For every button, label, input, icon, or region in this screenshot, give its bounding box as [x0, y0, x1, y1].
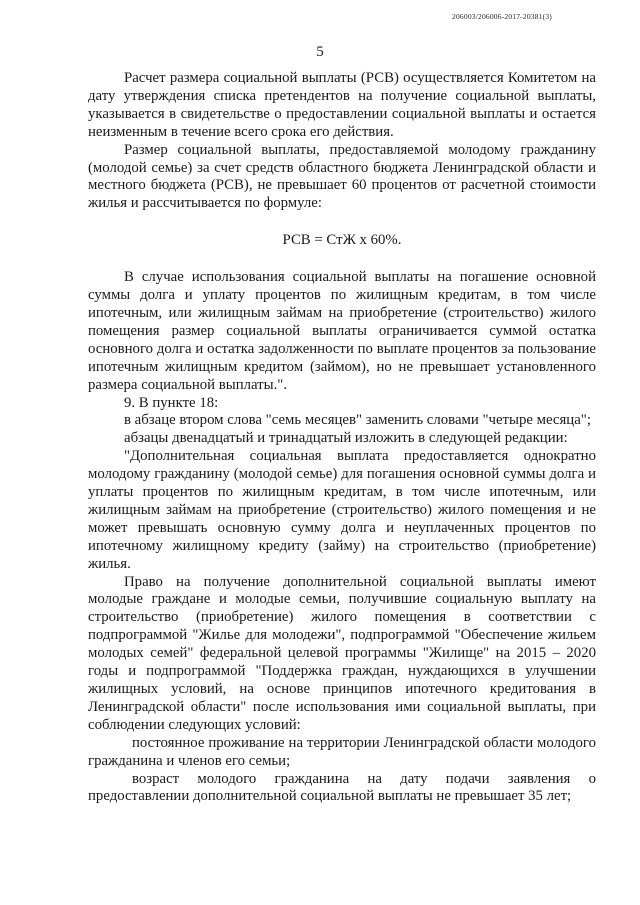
paragraph-amendment-months: в абзаце втором слова "семь месяцев" заменить словами "четыре месяца";	[124, 412, 591, 429]
paragraph-additional-payment: "Дополнительная социальная выплата предоставляется однократно молодому гражданину (молодой семье) для погашения основной суммы долга и уплаты процентов по жилищным кредитам, в том числе ипотечным, или жилищным займам на приобретение (строительство) жилого помещения и не может превышать основную сумму долга и неуплаченных процентов по ипотечному жилищному кредиту (займу) на строительство (приобретение) жилья.	[88, 448, 596, 572]
document-body	[88, 70, 596, 806]
paragraph-condition-age: возраст молодого гражданина на дату подачи заявления о предоставлении дополнительной социальной выплаты не превышает 35 лет;	[88, 770, 596, 805]
paragraph-item-9: 9. В пункте 18:	[124, 394, 219, 411]
paragraph-amendment-intro: абзацы двенадцатый и тринадцатый изложить в следующей редакции:	[124, 430, 568, 447]
page-number: 5	[316, 44, 324, 60]
paragraph-credit-usage: В случае использования социальной выплаты на погашение основной суммы долга и уплату процентов по жилищным кредитам, в том числе ипотечным, или жилищным займам на приобретение (строительство) жилого помещения размер социальной выплаты ограничивается суммой остатка основного долга и остатка задолженности по выплате процентов за пользование ипотечным жилищным кредитом (займом), но не превышает установленного размера социальной выплаты.".	[88, 269, 596, 393]
paragraph-right-to-payment: Право на получение дополнительной социальной выплаты имеют молодые граждане и молодые семьи, получившие социальную выплату на строительство (приобретение) жилого помещения в соответствии с подпрограммой "Жилье для молодежи", подпрограммой "Обеспечение жильем молодых семей" федеральной целевой программы "Жилище" на 2015 – 2020 годы и подпрограммой "Поддержка граждан, нуждающихся в улучшении жилищных условий, на основе принципов ипотечного кредитования в Ленинградской области" после использования ими социальной выплаты, при соблюдении следующих условий:	[88, 573, 596, 733]
paragraph-rsv-calculation: Расчет размера социальной выплаты (РСВ) осуществляется Комитетом на дату утверждения списка претендентов на получение социальной выплаты, указывается в свидетельстве о предоставлении социальной выплаты и остается неизменным в течение всего срока его действия.	[88, 70, 596, 140]
paragraph-condition-residence: постоянное проживание на территории Ленинградской области молодого гражданина и членов его семьи;	[88, 734, 596, 769]
paragraph-rsv-size: Размер социальной выплаты, предоставляемой молодому гражданину (молодой семье) за счет средств областного бюджета Ленинградской области и местного бюджета (РСВ), не превышает 60 процентов от расчетной стоимости жилья и рассчитывается по формуле:	[88, 141, 596, 212]
document-registration-code: 206003/206006-2017-20381(3)	[452, 12, 552, 21]
formula: РСВ = СтЖ х 60%.	[282, 232, 402, 249]
